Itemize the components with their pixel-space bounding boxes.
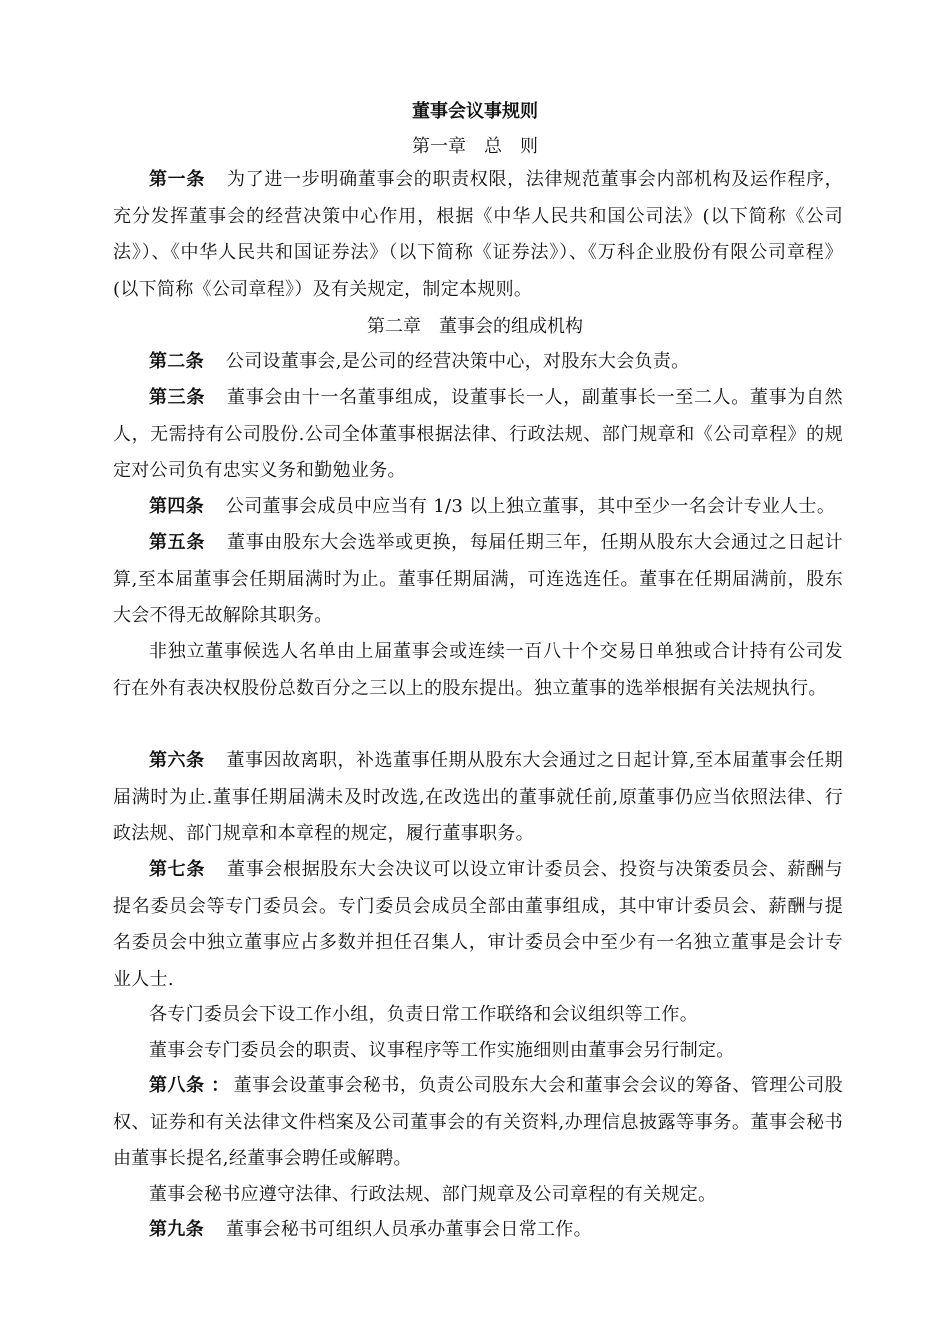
- article-8-paragraph-2: 董事会秘书应遵守法律、行政法规、部门规章及公司章程的有关规定。: [149, 1184, 717, 1205]
- article-1: [113, 162, 843, 308]
- article-5-paragraph-2: 非独立董事候选人名单由上届董事会或连续一百八十个交易日单独或合计持有公司发行在外有表决权股份总数百分之三以上的股东提出。独立董事的选举根据有关法规执行。: [113, 641, 843, 699]
- article-1-label: 第一条: [149, 169, 206, 190]
- article-4: [113, 489, 843, 526]
- article-7-paragraph-3: 董事会专门委员会的职责、议事程序等工作实施细则由董事会另行制定。: [149, 1040, 735, 1061]
- chapter-1-heading: 第一章 总 则: [412, 136, 538, 157]
- article-8-label: 第八条 ：: [149, 1075, 230, 1096]
- article-4-label: 第四条: [149, 496, 204, 517]
- article-5: [113, 525, 843, 635]
- article-6: [113, 743, 843, 853]
- article-3: [113, 380, 843, 490]
- article-6-text: 董事因故离职，补选董事任期从股东大会通过之日起计算,至本届董事会任期届满时为止.董事任期届满未及时改选,在改选出的董事就任前,原董事仍应当依照法律、行政法规、部门规章和本章程的规定，履行董事职务。: [113, 750, 843, 844]
- article-9: [113, 1212, 843, 1249]
- article-4-text: 公司董事会成员中应当有 1/3 以上独立董事，其中至少一名会计专业人士。: [225, 496, 836, 517]
- article-1-text: 为了进一步明确董事会的职责权限，法律规范董事会内部机构及运作程序，充分发挥董事会的经营决策中心作用，根据《中华人民共和国公司法》(以下简称《公司法》）、《中华人民共和国证券法》（以下简称《证券法》）、《万科企业股份有限公司章程》(以下简称《公司章程》）及有关规定，制定本规则。: [113, 169, 843, 300]
- article-7-label: 第七条: [149, 859, 206, 880]
- article-5-label: 第五条: [149, 532, 206, 553]
- article-2-label: 第二条: [149, 351, 204, 372]
- article-9-label: 第九条: [149, 1219, 204, 1240]
- chapter-2-heading: 第二章 董事会的组成机构: [367, 316, 583, 337]
- article-7: [113, 852, 843, 998]
- article-7-text: 董事会根据股东大会决议可以设立审计委员会、投资与决策委员会、薪酬与提名委员会等专门委员会。专门委员会成员全部由董事组成，其中审计委员会、薪酬与提名委员会中独立董事应占多数并担任召集人，审计委员会中至少有一名独立董事是会计专业人士.: [113, 859, 843, 990]
- article-7-paragraph-2: 各专门委员会下设工作小组，负责日常工作联络和会议组织等工作。: [149, 1004, 698, 1025]
- article-2: [113, 344, 843, 381]
- article-3-label: 第三条: [149, 387, 206, 408]
- article-6-label: 第六条: [149, 750, 205, 771]
- article-8-text: 董事会设董事会秘书，负责公司股东大会和董事会会议的筹备、管理公司股权、证券和有关法律文件档案及公司董事会的有关资料,办理信息披露等事务。董事会秘书由董事长提名,经董事会聘任或解聘。: [113, 1075, 843, 1169]
- article-5-text: 董事由股东大会选举或更换，每届任期三年，任期从股东大会通过之日起计算,至本届董事会任期届满时为止。董事任期届满，可连选连任。董事在任期届满前，股东大会不得无故解除其职务。: [113, 532, 843, 626]
- article-2-text: 公司设董事会,是公司的经营决策中心，对股东大会负责。: [225, 351, 690, 372]
- article-3-text: 董事会由十一名董事组成，设董事长一人，副董事长一至二人。董事为自然人，无需持有公司股份.公司全体董事根据法律、行政法规、部门规章和《公司章程》的规定对公司负有忠实义务和勤勉业务。: [113, 387, 843, 481]
- article-8: [113, 1068, 843, 1178]
- article-9-text: 董事会秘书可组织人员承办董事会日常工作。: [225, 1219, 592, 1240]
- document-title: 董事会议事规则: [412, 101, 538, 122]
